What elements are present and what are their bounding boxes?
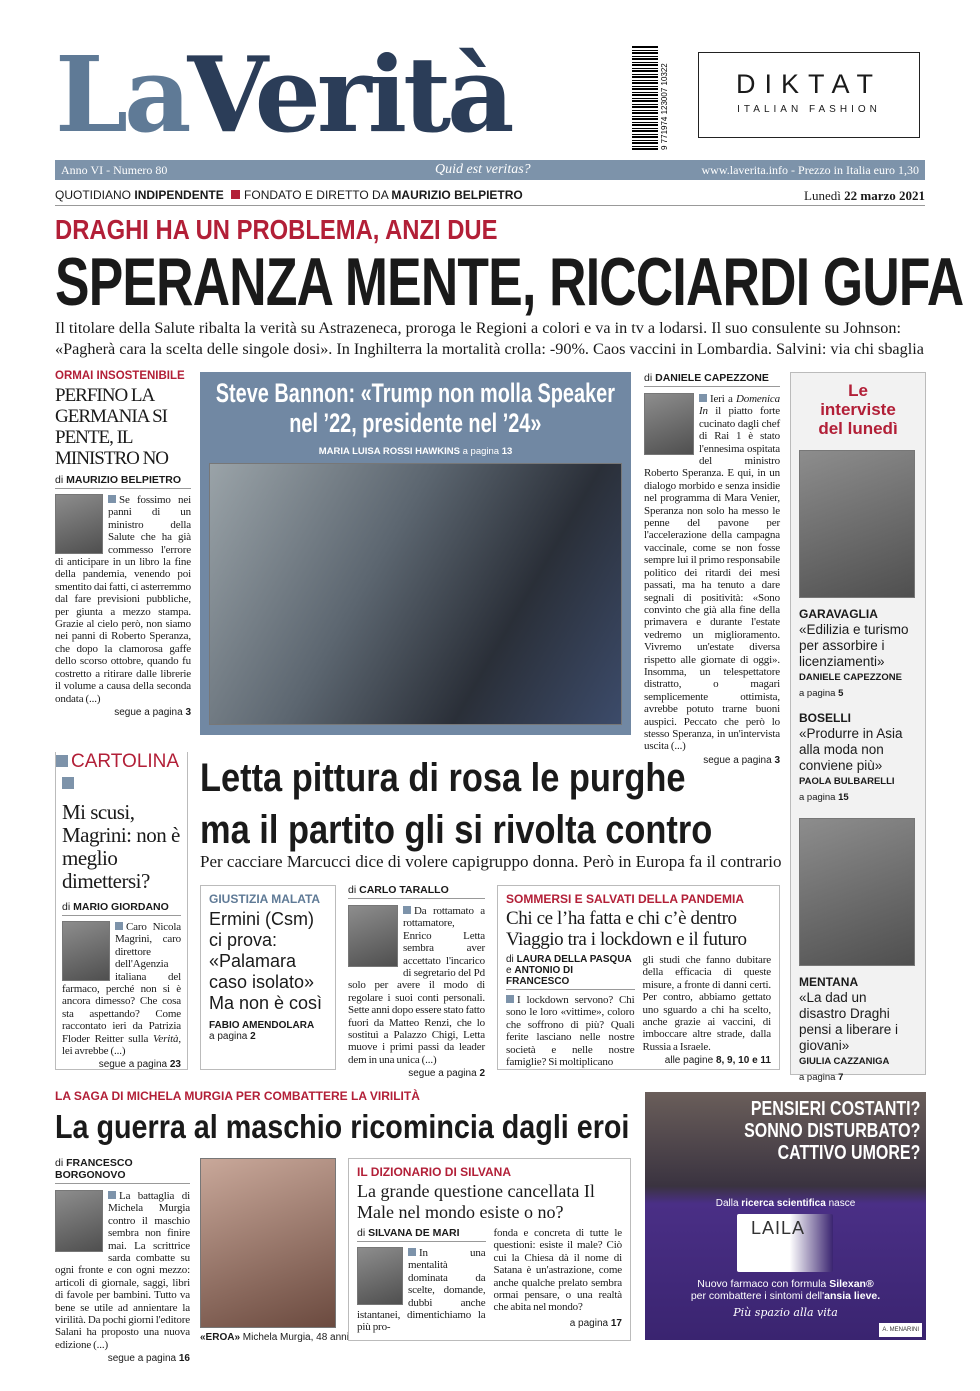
diktat-sub: ITALIAN FASHION <box>737 104 881 115</box>
bannon-byline: MARIA LUISA ROSSI HAWKINS a pagina 13 <box>318 446 513 457</box>
cartolina-label: CARTOLINA <box>56 751 187 795</box>
editorial-title[interactable]: PERFINO LA GERMANIA SI PENTE, IL MINISTRO NO <box>55 385 169 469</box>
square-icon <box>108 495 116 503</box>
dizionario-box[interactable]: IL DIZIONARIO DI SILVANA La grande questione cancellata Il Male nel mondo esiste o no? di SILVANA DE MARI In una mentalità dominata da scelte, domande, dubbi anche istantanei, dimentichiamo la più pro- fonda e concreta di tutte le questioni: esiste il male? Ciò cui la Chiesa dà il nome di Satana è un'astrazione, come anche qualche prelato sembra ormai pensare, o una realtà che abita nel mondo? a pagina 17 <box>348 1158 631 1341</box>
barcode-number: 9 771974 123007 10322 <box>660 63 669 150</box>
interview-item[interactable]: GARAVAGLIA «Edilizia e turismo per assorbire i licenziamenti» DANIELE CAPEZZONE a pagina 5 <box>799 607 909 699</box>
site-price: www.laverita.info - Prezzo in Italia euro 1,30 <box>701 163 919 177</box>
editorial-text: Se fossimo nei panni di un ministro della Salute che ha già commesso l'errore di anticipare in un libro la fine della pandemia, venendo poi smentito dai fatti, ci asterremmo dal fare previsioni pubbliche, per giunta a mezzo stampa. Grazie al cielo però, non siamo nei panni di Roberto Speranza, che dopo la clamorosa gaffe dello scorso ottobre, quando fu costretto a ritirare dalle librerie il volume a causa della seconda ondata (...) <box>55 494 191 705</box>
logo-la: La <box>55 33 188 156</box>
interview-item[interactable]: BOSELLI «Produrre in Asia alla moda non conviene più» PAOLA BULBARELLI a pagina 15 <box>799 711 903 803</box>
editorial-segue[interactable]: segue a pagina 3 <box>114 706 191 718</box>
belpietro-photo <box>55 494 103 554</box>
borgonovo-article: di FRANCESCO BORGONOVO La battaglia di Michela Murgia contro il maschio sembra non finire mai. La scrittrice sarda combatte su ogni fronte e con ogni mezzo: articoli di giornale, saggi, libri di favole per bambini. Tutto va bene se utile ad annientare la virilità. Da pochi giorni l'editore Salani ha proposto una nuova edizione (...) segue a pagina 16 <box>55 1157 190 1365</box>
mentana-photo <box>799 818 915 966</box>
bannon-title: Steve Bannon: «Trump non molla Speaker nel ’22, presidente nel ’24» <box>215 378 615 438</box>
bannon-trump-photo <box>209 463 622 725</box>
murgia-kicker: LA SAGA DI MICHELA MURGIA PER COMBATTERE LA VIRILITÀ <box>55 1089 420 1103</box>
capezzone-article: di DANIELE CAPEZZONE Ieri a Domenica In il piatto forte cucinato dagli chef di Rai 1 è stato l'ennesima ospitata del ministro Roberto Speranza. E qui, in un dialogo morbido e senza insidie nel programma di Mara Venier, Speranza non solo ha messo le penne del pavone per l'accelerazione della campagna vaccinale, come se non fosse sempre lui il primo responsabile politico dei ritardi dei mesi passati, ma ha tenuto a dare segnali di positività: «Sono convinto che già alla fine della primavera e durante l'estate vedremo un miglioramento. Vivremo un'estate diversa rispetto alle giornate di oggi». Insomma, un telespettatore distratto, o magari semplicemente ottimista, avrebbe potuto trarne buoni auspici. Peccato che però lo stesso Speranza, in un'intervista uscita (...) segue a pagina 3 <box>644 372 780 766</box>
giustizia-title: Ermini (Csm) ci prova: «Palamara caso isolato» Ma non è così <box>209 909 323 1013</box>
lead-kicker: DRAGHI HA UN PROBLEMA, ANZI DUE <box>55 214 498 245</box>
logo-verita: Verità <box>187 33 511 156</box>
borgonovo-photo <box>55 1190 103 1252</box>
motto: Quid est veritas? <box>435 162 531 177</box>
giustizia-box[interactable]: GIUSTIZIA MALATA Ermini (Csm) ci prova: «Palamara caso isolato» Ma non è così FABIO AMENDOLARA a pagina 2 <box>200 885 336 1070</box>
tarallo-photo <box>348 905 398 967</box>
capezzone-photo <box>644 393 694 455</box>
murgia-photo <box>200 1158 336 1328</box>
laila-ad[interactable]: PENSIERI COSTANTI? SONNO DISTURBATO? CATTIVO UMORE? Dalla ricerca scientifica nasce LAILA Nuovo farmaco con formula Silexan® per combattere i sintomi dell'ansia lieve. Più spazio alla vita A. MENARINI <box>645 1092 926 1340</box>
interviews-title: Le interviste del lunedì <box>818 381 898 438</box>
laila-box: LAILA <box>737 1214 833 1272</box>
lead-headline[interactable]: SPERANZA MENTE, RICCIARDI GUFA <box>55 244 964 320</box>
giordano-photo <box>62 921 110 981</box>
masthead-bar <box>55 160 925 180</box>
sommersi-box[interactable]: SOMMERSI E SALVATI DELLA PANDEMIA Chi ce l’ha fatta e chi c’è dentro Viaggio tra i lockdown e il futuro di LAURA DELLA PASQUA e ANTONIO DI FRANCESCO I lockdown servono? Chi sono le loro «vittime», coloro che soffrono di più? Quali ferite lasciano nelle nostre società e nelle nostre famiglie? Si moltiplicano gli studi che fanno dubitare della efficacia di queste misure, a fronte di danni certi. Per contro, abbiamo gettato uno sguardo a chi ha scelto, anche grazie ai vaccini, di imboccare altre strade, dalla Russia a Israele. alle pagine 8, 9, 10 e 11 <box>497 885 780 1070</box>
logo <box>55 33 511 156</box>
ad-headline: PENSIERI COSTANTI? SONNO DISTURBATO? CATTIVO UMORE? <box>743 1098 920 1164</box>
murgia-caption: «EROA» Michela Murgia, 48 anni <box>200 1332 349 1343</box>
interview-item[interactable]: MENTANA «La dad un disastro Draghi pensi a liberare i giovani» GIULIA CAZZANIGA a pagina 7 <box>799 975 899 1083</box>
diktat-ad[interactable] <box>698 52 920 138</box>
cartolina-title[interactable]: Mi scusi, Magrini: non è meglio dimettersi? <box>62 800 180 893</box>
garavaglia-photo <box>799 450 915 598</box>
interviews-sidebar <box>790 372 926 1083</box>
de-mari-photo <box>357 1247 403 1305</box>
diktat-brand: DIKTAT <box>736 69 882 99</box>
tarallo-article: di CARLO TARALLO Da rottamato a rottamatore, Enrico Letta sembra aver accettato l'incarico di segretario del Pd solo per avere il modo di regolare i suoi conti personali. Sette anni dopo essere stato fatto fuori da Matteo Renzi, che lo sostituì a Palazzo Chigi, Letta muove i primi passi da leader dem in una unica (...) segue a pagina 2 <box>348 884 485 1080</box>
lead-summary: Il titolare della Salute ribalta la verità su Astrazeneca, proroga le Regioni a colori e va in tv a lodarsi. Il suo consulente su Johnson: «Pagherà cara la scelta delle singole dosi». In Inghilterra la mortalità crolla: -90%. Caos vaccini in Lombardia. Salvini: via chi sbaglia <box>55 319 924 358</box>
letta-summary: Per cacciare Marcucci dice di volere capigruppo donna. Però in Europa fa il contrario <box>200 852 782 871</box>
bannon-box[interactable] <box>200 372 631 735</box>
letta-headline[interactable]: Letta pittura di rosa le purghe ma il partito gli si rivolta contro <box>200 756 713 852</box>
editorial: ORMAI INSOSTENIBILE PERFINO LA GERMANIA SI PENTE, IL MINISTRO NO di MAURIZIO BELPIETRO Se fossimo nei panni di un ministro della Salute che ha già commesso l'errore di anticipare in un libro la fine della pandemia, venendo poi smentito dai fatti, ci asterremmo dal fare previsioni pubbliche, per giunta a mezzo stampa. Grazie al cielo però, non siamo nei panni di Roberto Speranza, che dopo la clamorosa gaffe dello scorso ottobre, quando fu costretto a ritirare dalle librerie il volume a causa della seconda ondata (...) segue a pagina 3 <box>55 370 191 718</box>
barcode <box>632 45 658 150</box>
date: Lunedì 22 marzo 2021 <box>804 188 925 203</box>
issue-number: Anno VI - Numero 80 <box>61 163 168 177</box>
editorial-byline: di MAURIZIO BELPIETRO <box>55 474 191 489</box>
tagline: QUOTIDIANO INDIPENDENTE FONDATO E DIRETTO DA MAURIZIO BELPIETRO Lunedì 22 marzo 2021 <box>55 188 925 206</box>
cartolina-box: CARTOLINA Mi scusi, Magrini: non è meglio dimettersi? di MARIO GIORDANO Caro Nicola Magrini, caro direttore dell'Agenzia italiana del farmaco, perché non si è ancora dimesso? Che cosa sta aspettando? Come raccontato ieri da Patrizia Floder Reitter sulla Verità, lei avrebbe (...) segue a pagina 23 <box>55 752 188 1070</box>
murgia-headline[interactable]: La guerra al maschio ricomincia dagli eroi <box>55 1108 630 1145</box>
